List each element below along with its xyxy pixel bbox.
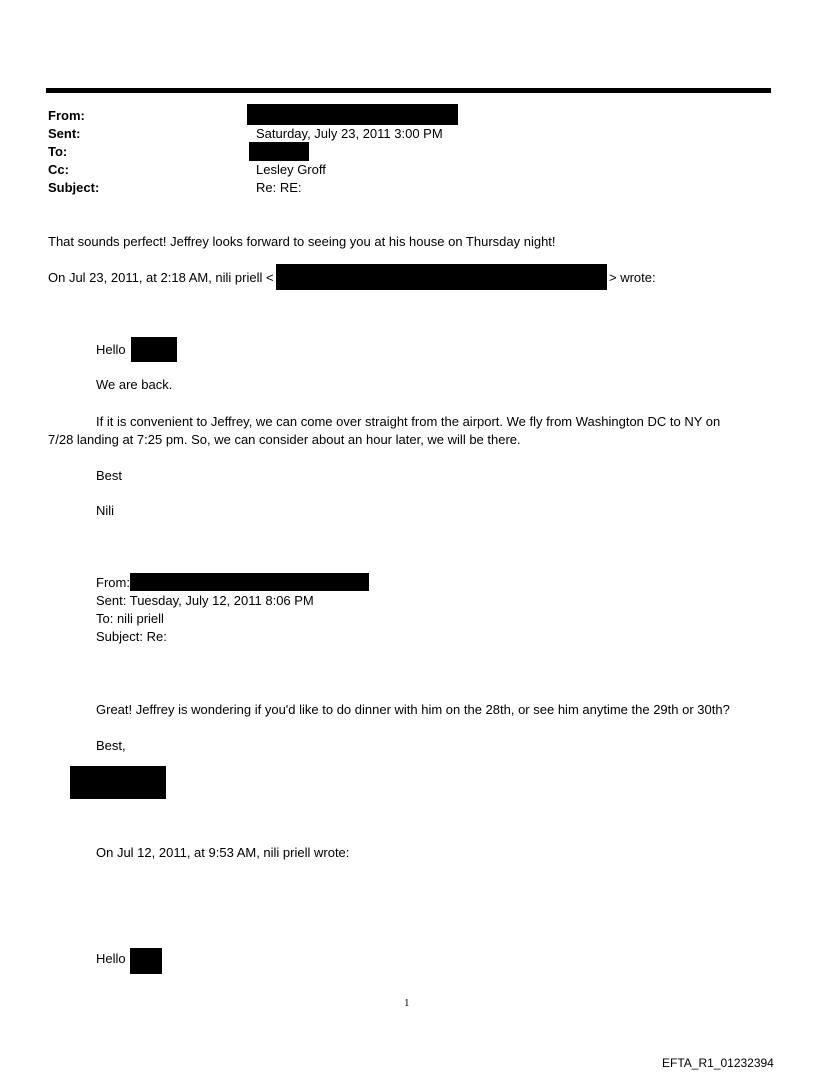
hello-2: Hello bbox=[96, 951, 126, 966]
subject-value: Re: RE: bbox=[256, 180, 302, 195]
sent-value: Saturday, July 23, 2011 3:00 PM bbox=[256, 126, 443, 141]
header-rule bbox=[46, 88, 771, 93]
paragraph-line-1: If it is convenient to Jeffrey, we can come over straight from the airport. We fly from Washington DC to NY on bbox=[96, 414, 721, 429]
best-2: Best, bbox=[96, 738, 126, 753]
forward-subject: Subject: Re: bbox=[96, 629, 167, 644]
document-id: EFTA_R1_01232394 bbox=[662, 1056, 774, 1070]
quote1-suffix: > wrote: bbox=[609, 270, 656, 285]
cc-value: Lesley Groff bbox=[256, 162, 326, 177]
quote1-prefix: On Jul 23, 2011, at 2:18 AM, nili priell < bbox=[48, 270, 274, 285]
redacted-name-1 bbox=[131, 337, 177, 362]
forward-from: From: bbox=[96, 575, 130, 590]
hello-1: Hello bbox=[96, 342, 126, 357]
redacted-forward-from bbox=[130, 573, 369, 591]
back-line: We are back. bbox=[96, 377, 173, 392]
forward-sent: Sent: Tuesday, July 12, 2011 8:06 PM bbox=[96, 593, 314, 608]
page-number: 1 bbox=[404, 997, 410, 1009]
sent-label: Sent: bbox=[48, 126, 81, 141]
to-label: To: bbox=[48, 144, 68, 159]
forward-to: To: nili priell bbox=[96, 611, 164, 626]
signature-nili: Nili bbox=[96, 503, 115, 518]
redacted-signature bbox=[70, 766, 166, 799]
subject-label: Subject: bbox=[48, 180, 100, 195]
paragraph-line-2: 7/28 landing at 7:25 pm. So, we can consider about an hour later, we will be there. bbox=[48, 432, 521, 447]
redacted-name-2 bbox=[130, 948, 162, 974]
quote2-line: On Jul 12, 2011, at 9:53 AM, nili priell wrote: bbox=[96, 845, 350, 860]
cc-label: Cc: bbox=[48, 162, 69, 177]
great-line: Great! Jeffrey is wondering if you'd like to do dinner with him on the 28th, or see him anytime the 29th or 30th? bbox=[96, 702, 730, 717]
redacted-from bbox=[247, 104, 458, 125]
reply-line: That sounds perfect! Jeffrey looks forward to seeing you at his house on Thursday night! bbox=[48, 234, 556, 249]
best-1: Best bbox=[96, 468, 123, 483]
redacted-to bbox=[249, 142, 309, 161]
redacted-email-1 bbox=[276, 264, 607, 290]
from-label: From: bbox=[48, 108, 85, 123]
